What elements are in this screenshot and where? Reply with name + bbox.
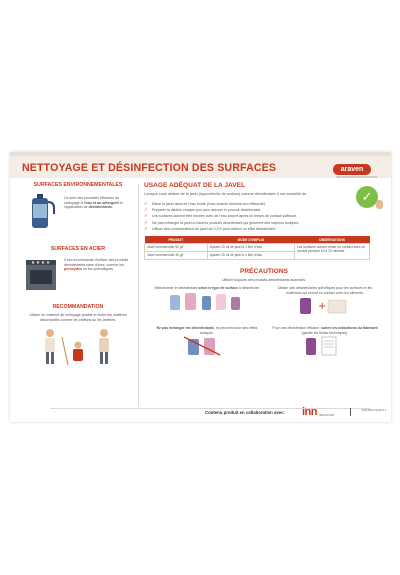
check-icon: ✓ <box>144 219 148 225</box>
recommendation-text: Utiliser du matériel de nettoyage jetable et éviter les matières absorbantes comme les chiffons ou les lavettes. <box>29 313 127 322</box>
precautions-subtitle: Utiliser toujours des produits désinfectants autorisés. <box>221 278 307 283</box>
precautions-grid <box>144 286 384 376</box>
javel-checklist <box>144 201 384 232</box>
table-header: MODE D'EMPLOI <box>207 236 294 244</box>
list-item: ✓ Diluer la javel dans de l'eau froide (l'eau chaude diminue son efficacité). <box>144 200 266 206</box>
left-column <box>22 182 134 374</box>
column-divider <box>138 184 139 406</box>
table-row: Javel commerciale 50 g/l Ajouter 20 ml de javel à 1 litre d'eau Les surfaces doivent rester en contact avec ce produit pendant 15 à 20 minutes. <box>145 244 370 252</box>
table-header: PRODUIT <box>145 236 208 244</box>
recommendation-title: RECOMMANDATION <box>52 304 104 310</box>
list-item: ✓ Les surfaces doivent être rincées avec de l'eau propre après un temps de contact suffisant. <box>144 213 297 219</box>
building-logo-icon <box>350 408 361 416</box>
no-mix-products-icon <box>152 335 262 357</box>
precaution-item: Ne pas mélanger les désinfectants, ils peuvent avoir des effets toxiques. <box>152 326 262 362</box>
food-safe-products-icon <box>270 295 380 315</box>
footer-text: Contenu produit en collaboration avec: <box>205 410 285 415</box>
detergent-can-icon <box>22 192 62 230</box>
cleaning-staff-illustration <box>22 325 134 369</box>
check-icon: ✓ <box>144 213 148 219</box>
logo-tagline: THE ORGANISATION SOLUTIONS <box>335 176 377 179</box>
inn-tagline: INNOVATION <box>319 414 335 417</box>
stove-icon <box>22 256 62 292</box>
precaution-item: Sélectionner le désinfectant selon le type de surface à désinfecter. <box>152 286 262 316</box>
check-icon: ✓ <box>144 207 148 213</box>
precaution-item: Pour une désinfection efficace, suivre les indications du fabricant (garder les fiches techniques). <box>270 326 380 362</box>
environmental-text: Ce sont des procédés efficaces de nettoyage à l'eau et au détergent et l'application de désinfectants. <box>64 196 123 210</box>
svg-text:+: + <box>318 301 327 313</box>
check-icon: ✓ <box>144 225 148 231</box>
table-row: Javel commerciale 40 g/l Ajouter 25 ml de javel à 1 litre d'eau <box>145 252 370 260</box>
inn-logo: inn <box>302 406 317 418</box>
precaution-item: Utiliser des désinfectants spécifiques pour les surfaces et les matériaux qui seront en contact avec les aliments. + <box>270 286 380 320</box>
javel-intro: Lorsque vous utilisez de la javel (hypochlorite de sodium) comme désinfectant, il est conseillé de : <box>144 192 309 196</box>
building-tagline: BUILDING QUALITY <box>362 409 387 412</box>
list-item: ✓ Préparer la dilution chaque jour pour assurer le pouvoir désinfectant. <box>144 207 262 213</box>
document-sheet <box>10 152 391 422</box>
list-item: ✓ Utiliser des concentrations de javel de 0,1% pour obtenir un effet désinfectant. <box>144 225 277 231</box>
spray-bottles-icon <box>152 291 262 311</box>
environmental-title: SURFACES ENVIRONNEMENTALES <box>33 182 123 188</box>
javel-table <box>144 236 370 260</box>
steel-text: Il est recommandé d'utiliser des produits désinfectants sans chlore, comme les peroxydes ou les phénoliques. <box>64 258 129 272</box>
manufacturer-sheet-icon <box>270 335 380 357</box>
javel-title: USAGE ADÉQUAT DE LA JAVEL <box>144 182 246 189</box>
footer-divider <box>50 408 370 409</box>
header-band <box>10 156 391 178</box>
araven-logo: araven <box>333 164 371 175</box>
check-icon: ✓ <box>144 200 148 206</box>
right-column <box>144 182 384 376</box>
precautions-title: PRÉCAUTIONS <box>240 268 288 276</box>
table-header: OBSERVATIONS <box>295 236 370 244</box>
page-title: NETTOYAGE ET DÉSINFECTION DES SURFACES <box>22 162 277 174</box>
list-item: ✓ Ne pas mélanger la javel à d'autres produits désinfectant qui génèrent des vapeurs toxiques. <box>144 219 300 225</box>
hand-icon <box>376 200 383 209</box>
check-badge-icon: ✓ <box>356 186 378 208</box>
steel-title: SURFACES EN ACIER <box>50 246 106 252</box>
